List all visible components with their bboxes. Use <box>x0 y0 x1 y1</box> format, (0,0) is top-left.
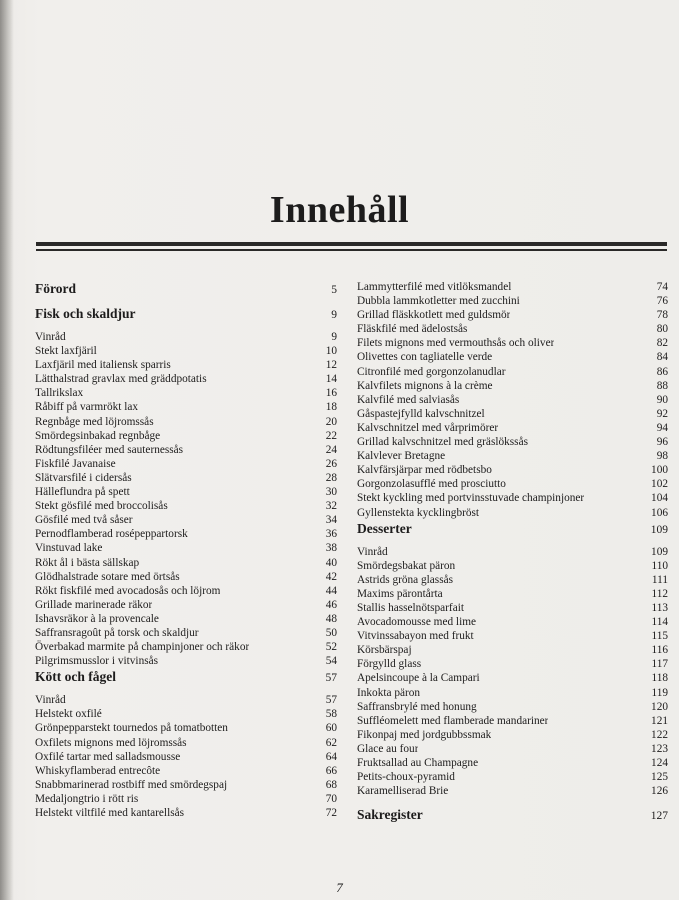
entry-page-number: 123 <box>651 742 668 755</box>
entry-page-number: 82 <box>656 337 668 350</box>
toc-section-heading <box>35 305 337 322</box>
entry-title: Regnbåge med löjromssås <box>35 415 154 428</box>
entry-title: Glace au four <box>357 742 419 755</box>
entry-page-number: 36 <box>325 528 337 541</box>
entry-title: Stekt kyckling med portvinsstuvade champinjoner <box>357 492 585 505</box>
entry-page-number: 72 <box>325 807 337 819</box>
entry-page-number: 88 <box>656 379 668 392</box>
toc-entry <box>357 393 668 407</box>
entry-title: Laxfjäril med italiensk sparris <box>35 359 171 372</box>
entry-title: Kalvschnitzel med vårprimörer <box>357 421 499 434</box>
entry-page-number: 92 <box>656 407 668 420</box>
toc-entry <box>35 640 337 654</box>
entry-page-number: 109 <box>651 545 668 558</box>
toc-spacer <box>35 297 337 305</box>
entry-page-number: 127 <box>650 810 668 823</box>
toc-entry <box>357 336 668 350</box>
entry-title: Suffléomelett med flamberade mandariner <box>357 714 549 727</box>
toc-entry <box>357 643 668 657</box>
toc-entry <box>357 463 668 477</box>
toc-entry <box>357 742 668 756</box>
entry-page-number: 12 <box>325 359 337 372</box>
entry-title: Gyllenstekta kycklingbröst <box>357 506 480 519</box>
entry-title: Apelsincoupe à la Campari <box>357 672 480 685</box>
toc-entry <box>35 344 337 358</box>
toc-entry <box>35 750 337 764</box>
entry-page-number: 98 <box>656 450 668 463</box>
entry-title: Förgylld glass <box>357 658 422 671</box>
toc-column-left <box>35 280 337 820</box>
toc-entry <box>35 358 337 372</box>
toc-entry <box>357 671 668 685</box>
entry-title: Oxfilé tartar med salladsmousse <box>35 750 181 763</box>
entry-title: Filets mignons med vermouthsås och oliver <box>357 337 555 350</box>
entry-title: Whiskyflamberad entrecôte <box>35 764 161 777</box>
toc-entry <box>35 415 337 429</box>
toc-entry <box>357 700 668 714</box>
entry-page-number: 16 <box>325 387 337 400</box>
entry-title: Stallis hasselnötsparfait <box>357 601 464 614</box>
entry-title: Lätthalstrad gravlax med gräddpotatis <box>35 373 207 386</box>
toc-entry <box>357 308 668 322</box>
entry-title: Fikonpaj med jordgubbssmak <box>357 728 492 741</box>
entry-title: Helstekt viltfilé med kantarellsås <box>35 807 185 819</box>
entry-title: Smördegsinbakad regnbåge <box>35 429 161 442</box>
entry-page-number: 94 <box>656 421 668 434</box>
toc-entry <box>35 736 337 750</box>
entry-title: Astrids gröna glassås <box>357 573 454 586</box>
entry-page-number: 110 <box>651 559 668 572</box>
entry-title: Glödhalstrade sotare med örtsås <box>35 570 180 583</box>
entry-title: Snabbmarinerad rostbiff med smördegspaj <box>35 778 228 791</box>
entry-page-number: 113 <box>651 601 668 614</box>
toc-entry <box>357 322 668 336</box>
entry-title: Grillad kalvschnitzel med gräslökssås <box>357 436 528 449</box>
entry-page-number: 62 <box>325 736 337 749</box>
entry-title: Kalvfilets mignons à la crème <box>357 379 493 392</box>
heading-rule-thick <box>36 242 667 246</box>
toc-entry <box>357 506 668 520</box>
entry-page-number: 68 <box>325 778 337 791</box>
toc-entry <box>357 573 668 587</box>
toc-entry <box>35 612 337 626</box>
toc-entry <box>357 686 668 700</box>
section-title: Förord <box>35 281 76 296</box>
entry-page-number: 34 <box>325 514 337 527</box>
toc-section-heading <box>357 806 668 823</box>
entry-page-number: 104 <box>651 492 668 505</box>
entry-page-number: 106 <box>651 506 668 519</box>
toc-entry <box>357 629 668 643</box>
entry-title: Slätvarsfilé i cidersås <box>35 471 132 484</box>
section-title: Sakregister <box>357 807 423 823</box>
entry-title: Medaljongtrio i rött ris <box>35 792 139 805</box>
entry-title: Hälleflundra på spett <box>35 486 130 499</box>
toc-entry <box>357 657 668 671</box>
entry-page-number: 54 <box>325 655 337 668</box>
entry-title: Helstekt oxfilé <box>35 708 102 721</box>
entry-page-number: 5 <box>331 284 337 296</box>
toc-entry <box>35 443 337 457</box>
entry-page-number: 42 <box>325 570 337 583</box>
entry-page-number: 38 <box>325 542 337 555</box>
entry-page-number: 116 <box>651 644 668 657</box>
entry-page-number: 74 <box>656 281 668 293</box>
entry-title: Gorgonzolasufflé med prosciutto <box>357 478 506 491</box>
toc-entry <box>357 756 668 770</box>
entry-page-number: 120 <box>651 700 668 713</box>
entry-page-number: 46 <box>325 598 337 611</box>
entry-page-number: 117 <box>651 658 668 671</box>
entry-title: Pilgrimsmusslor i vitvinsås <box>35 655 159 668</box>
entry-page-number: 100 <box>651 464 668 477</box>
toc-entry <box>35 654 337 668</box>
entry-page-number: 57 <box>325 672 337 685</box>
toc-entry <box>357 587 668 601</box>
book-spine-shadow <box>0 0 14 900</box>
toc-entry <box>357 435 668 449</box>
entry-page-number: 66 <box>325 764 337 777</box>
entry-page-number: 114 <box>651 616 668 629</box>
toc-section-heading <box>35 280 337 297</box>
section-title: Desserter <box>357 520 412 536</box>
toc-entry <box>357 559 668 573</box>
entry-page-number: 126 <box>651 785 668 798</box>
entry-page-number: 50 <box>325 626 337 639</box>
toc-entry <box>35 527 337 541</box>
entry-title: Grillade marinerade räkor <box>35 598 153 611</box>
toc-entry <box>357 770 668 784</box>
toc-entry <box>35 707 337 721</box>
entry-title: Grillad fläskkotlett med guldsmör <box>357 309 511 322</box>
entry-page-number: 80 <box>656 323 668 336</box>
entry-page-number: 40 <box>325 556 337 569</box>
section-title: Fisk och skaldjur <box>35 306 136 321</box>
toc-entry <box>35 626 337 640</box>
entry-page-number: 20 <box>325 415 337 428</box>
entry-title: Kalvfärsjärpar med rödbetsbo <box>357 464 492 477</box>
entry-title: Fruktsallad au Champagne <box>357 757 479 769</box>
entry-title: Råbiff på varmrökt lax <box>35 401 139 414</box>
toc-entry <box>357 280 668 294</box>
toc-entry <box>35 386 337 400</box>
entry-title: Fiskfilé Javanaise <box>35 457 116 470</box>
entry-page-number: 119 <box>651 686 668 699</box>
toc-entry <box>35 513 337 527</box>
entry-page-number: 84 <box>656 351 668 364</box>
toc-entry <box>357 407 668 421</box>
entry-page-number: 10 <box>325 345 337 358</box>
entry-title: Kalvfilé med salviasås <box>357 393 460 406</box>
entry-title: Olivettes con tagliatelle verde <box>357 351 493 364</box>
entry-page-number: 90 <box>656 393 668 406</box>
entry-page-number: 26 <box>325 457 337 470</box>
entry-page-number: 111 <box>651 573 668 586</box>
entry-page-number: 121 <box>651 714 668 727</box>
entry-page-number: 57 <box>325 694 337 707</box>
entry-page-number: 52 <box>325 641 337 654</box>
entry-title: Avocadomousse med lime <box>357 616 477 629</box>
entry-title: Saffransbrylé med honung <box>357 700 477 713</box>
entry-title: Grönpepparstekt tournedos på tomatbotten <box>35 722 228 735</box>
toc-entry <box>35 330 337 344</box>
entry-page-number: 44 <box>325 584 337 597</box>
entry-title: Gösfilé med två såser <box>35 514 133 527</box>
entry-title: Stekt gösfilé med broccolisås <box>35 500 168 513</box>
entry-title: Smördegsbakat päron <box>357 559 456 572</box>
toc-entry <box>357 379 668 393</box>
entry-title: Saffransragoût på torsk och skaldjur <box>35 626 199 639</box>
toc-entry <box>357 491 668 505</box>
toc-entry <box>35 806 337 820</box>
toc-entry <box>357 784 668 798</box>
entry-page-number: 122 <box>651 728 668 741</box>
entry-page-number: 124 <box>651 757 668 769</box>
entry-page-number: 58 <box>325 708 337 721</box>
toc-entry <box>35 471 337 485</box>
toc-entry <box>357 477 668 491</box>
entry-title: Rödtungsfiléer med sauternessås <box>35 443 184 456</box>
page-number: 7 <box>336 880 343 895</box>
entry-title: Rökt fiskfilé med avocadosås och löjrom <box>35 584 221 597</box>
toc-entry <box>35 429 337 443</box>
entry-page-number: 48 <box>325 612 337 625</box>
entry-title: Vinråd <box>357 545 388 558</box>
heading-rule-thin <box>36 249 667 251</box>
entry-title: Vinråd <box>35 694 66 707</box>
toc-entry <box>35 485 337 499</box>
entry-page-number: 125 <box>651 771 668 784</box>
toc-entry <box>35 400 337 414</box>
entry-title: Karamelliserad Brie <box>357 785 449 798</box>
entry-page-number: 102 <box>651 478 668 491</box>
toc-entry <box>357 714 668 728</box>
toc-entry <box>35 584 337 598</box>
toc-entry <box>35 721 337 735</box>
entry-page-number: 76 <box>656 295 668 308</box>
entry-page-number: 60 <box>325 722 337 735</box>
toc-entry <box>35 499 337 513</box>
entry-title: Vinråd <box>35 331 66 343</box>
entry-title: Maxims pärontårta <box>357 587 443 600</box>
entry-title: Kalvlever Bretagne <box>357 450 446 463</box>
toc-spacer <box>35 322 337 330</box>
entry-title: Petits-choux-pyramid <box>357 771 455 784</box>
entry-title: Körsbärspaj <box>357 644 412 657</box>
entry-page-number: 28 <box>325 471 337 484</box>
entry-page-number: 115 <box>651 630 668 643</box>
toc-entry <box>357 615 668 629</box>
toc-entry <box>35 764 337 778</box>
entry-page-number: 30 <box>325 486 337 499</box>
entry-title: Citronfilé med gorgonzolanudlar <box>357 365 506 378</box>
toc-entry <box>35 541 337 555</box>
toc-entry <box>35 693 337 707</box>
entry-title: Överbakad marmite på champinjoner och räkor <box>35 641 250 654</box>
toc-column-right <box>357 280 668 823</box>
entry-title: Tallrikslax <box>35 387 84 400</box>
toc-entry <box>35 778 337 792</box>
entry-title: Dubbla lammkotletter med zucchini <box>357 295 520 308</box>
entry-title: Oxfilets mignons med löjromssås <box>35 736 187 749</box>
entry-title: Pernodflamberad rosépeppartorsk <box>35 528 188 541</box>
toc-entry <box>35 792 337 806</box>
toc-entry <box>357 545 668 559</box>
toc-entry <box>357 350 668 364</box>
toc-entry <box>357 449 668 463</box>
entry-title: Vitvinssabayon med frukt <box>357 630 474 643</box>
toc-entry <box>357 421 668 435</box>
entry-page-number: 70 <box>325 792 337 805</box>
entry-page-number: 32 <box>325 500 337 513</box>
entry-title: Inkokta päron <box>357 686 421 699</box>
toc-spacer <box>357 537 668 545</box>
toc-section-heading <box>35 668 337 685</box>
entry-page-number: 22 <box>325 429 337 442</box>
entry-page-number: 64 <box>325 750 337 763</box>
entry-page-number: 9 <box>331 331 337 343</box>
section-title: Kött och fågel <box>35 669 116 685</box>
entry-page-number: 78 <box>656 309 668 322</box>
entry-page-number: 118 <box>651 672 668 685</box>
toc-entry <box>35 570 337 584</box>
toc-entry <box>35 598 337 612</box>
toc-section-heading <box>357 520 668 537</box>
entry-page-number: 109 <box>650 523 668 536</box>
toc-entry <box>357 365 668 379</box>
toc-entry <box>35 372 337 386</box>
entry-title: Rökt ål i bästa sällskap <box>35 556 140 569</box>
toc-entry <box>35 457 337 471</box>
entry-page-number: 9 <box>331 309 337 321</box>
entry-title: Vinstuvad lake <box>35 542 103 555</box>
toc-entry <box>357 601 668 615</box>
toc-spacer <box>357 798 668 806</box>
toc-heading: Innehåll <box>269 189 410 231</box>
entry-page-number: 96 <box>656 436 668 449</box>
entry-title: Lammytterfilé med vitlöksmandel <box>357 281 512 293</box>
entry-page-number: 24 <box>325 443 337 456</box>
entry-title: Fläskfilé med ädelostsås <box>357 323 468 336</box>
entry-page-number: 112 <box>651 587 668 600</box>
entry-page-number: 86 <box>656 365 668 378</box>
entry-title: Stekt laxfjäril <box>35 345 97 358</box>
entry-title: Ishavsräkor à la provencale <box>35 612 159 625</box>
toc-entry <box>35 556 337 570</box>
entry-page-number: 14 <box>325 373 337 386</box>
entry-page-number: 18 <box>325 401 337 414</box>
entry-title: Gåspastejfylld kalvschnitzel <box>357 407 485 420</box>
toc-entry <box>357 728 668 742</box>
toc-spacer <box>35 685 337 693</box>
toc-entry <box>357 294 668 308</box>
